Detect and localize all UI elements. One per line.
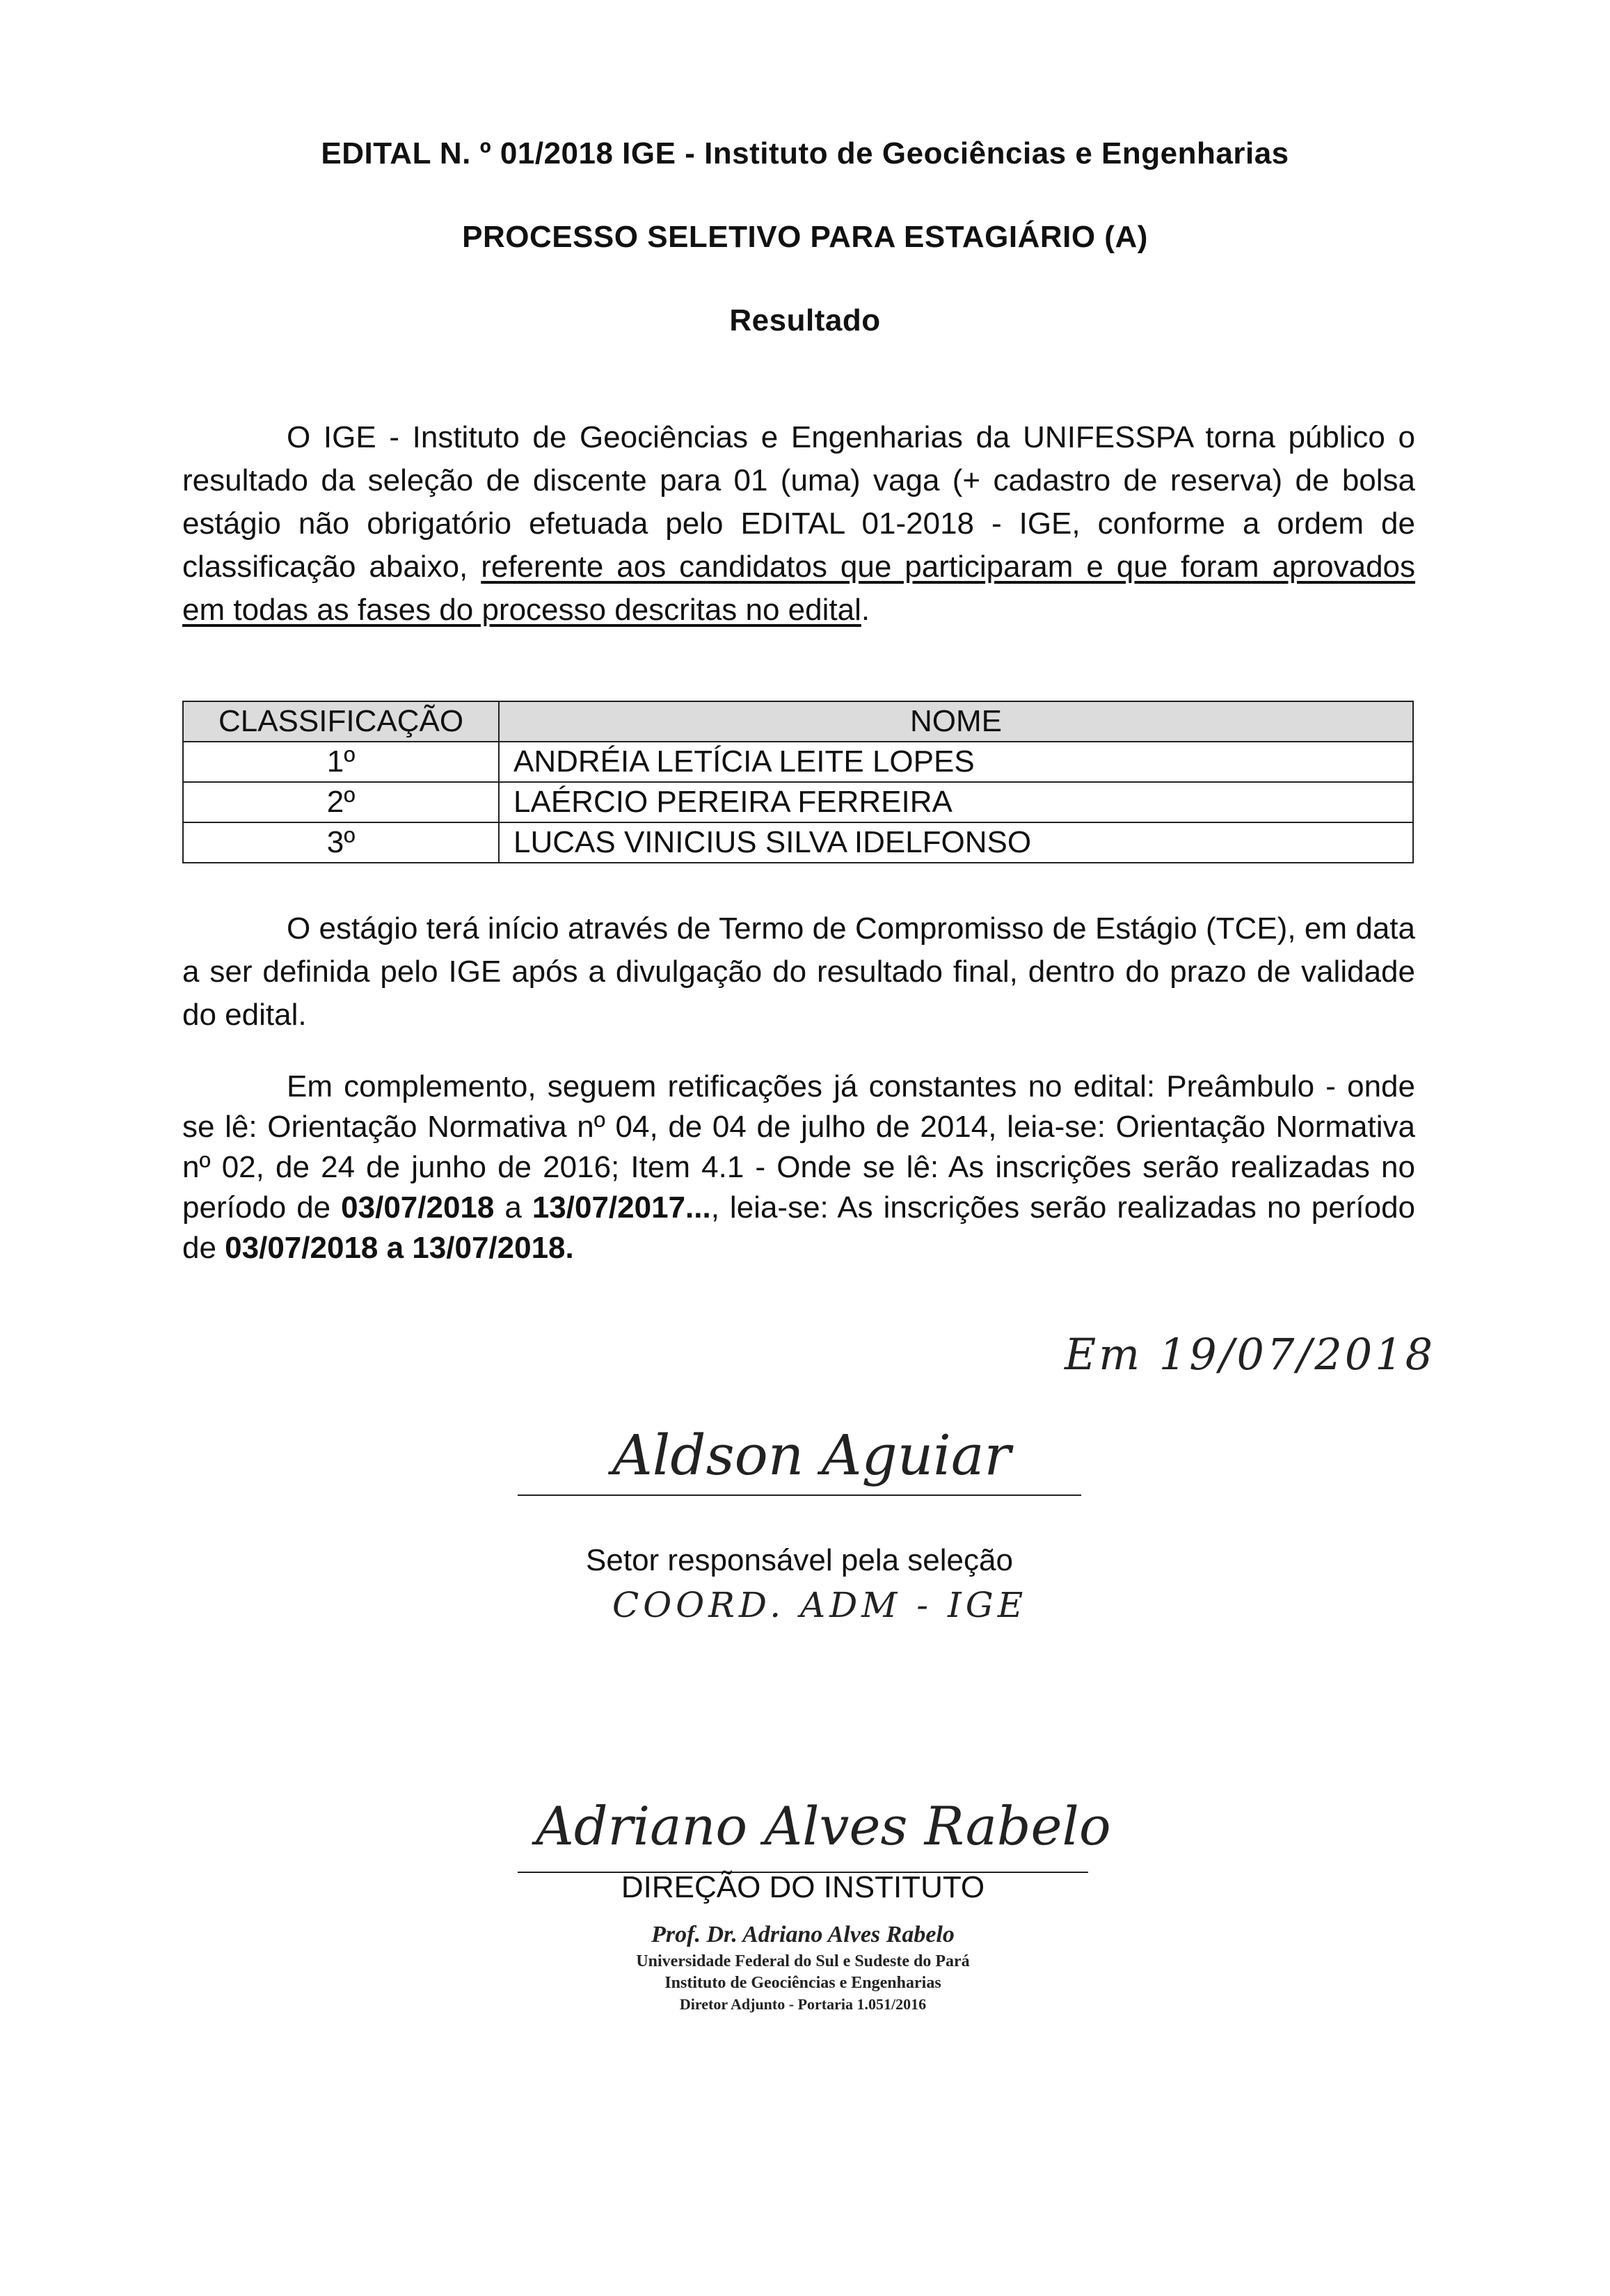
internship-paragraph	[182, 907, 1415, 1037]
row-position: 1º	[183, 742, 499, 782]
signature-1-line	[518, 1494, 1081, 1496]
table-row	[183, 822, 1413, 863]
complement-text-2: a	[494, 1190, 532, 1225]
row-name: LAÉRCIO PEREIRA FERREIRA	[499, 782, 1413, 822]
signature-1-note: COORD. ADM - IGE	[612, 1585, 1028, 1625]
result-title: Resultado	[729, 303, 881, 337]
intro-underlined-text: referente aos candidatos que participaram e que foram aprovados em todas as fases do processo descritas no edital	[182, 550, 1416, 627]
row-position: 2º	[183, 782, 499, 822]
stamp-institute: Instituto de Geociências e Engenharias	[664, 1974, 941, 1992]
complement-date-2: 13/07/2017...	[532, 1190, 711, 1225]
complement-date-3: 03/07/2018 a 13/07/2018.	[225, 1231, 574, 1265]
complement-date-1: 03/07/2018	[341, 1190, 495, 1225]
stamp-portaria: Diretor Adjunto - Portaria 1.051/2016	[679, 1995, 927, 2013]
stamp-university: Universidade Federal do Sul e Sudeste do Pará	[636, 1952, 970, 1970]
internship-text: O estágio terá início através de Termo de Compromisso de Estágio (TCE), em data a ser definida pelo IGE após a divulgação do resultado final, dentro do prazo de validade do edital.	[182, 911, 1415, 1032]
intro-paragraph	[182, 416, 1415, 632]
row-position: 3º	[183, 822, 499, 863]
handwritten-date: Em 19/07/2018	[1065, 1329, 1436, 1380]
header-name: NOME	[499, 701, 1413, 742]
stamp-name: Prof. Dr. Adriano Alves Rabelo	[651, 1922, 955, 1947]
intro-period: .	[861, 593, 870, 627]
edital-title: EDITAL N. º 01/2018 IGE - Instituto de Geociências e Engenharias	[321, 136, 1289, 170]
director-stamp	[518, 1922, 1088, 2014]
row-name: ANDRÉIA LETÍCIA LEITE LOPES	[499, 742, 1413, 782]
signature-2-handwriting: Adriano Alves Rabelo	[536, 1795, 1111, 1857]
header-classification: CLASSIFICAÇÃO	[183, 701, 499, 742]
table-row	[183, 782, 1413, 822]
row-name: LUCAS VINICIUS SILVA IDELFONSO	[499, 822, 1413, 863]
process-title: PROCESSO SELETIVO PARA ESTAGIÁRIO (A)	[462, 220, 1148, 254]
table-row	[183, 742, 1413, 782]
table-header-row	[183, 701, 1413, 742]
complement-paragraph	[182, 1067, 1415, 1268]
signature-1-caption: Setor responsável pela seleção	[586, 1543, 1013, 1577]
classification-table	[182, 701, 1414, 863]
intro-text: O IGE - Instituto de Geociências e Engenharias da UNIFESSPA torna público o resultado da seleção de discente para 01 (uma) vaga (+ cadastro de reserva) de bolsa estágio não obrigatório efetuada pelo EDITAL 01-2018 - IGE, conforme a ordem de classificação abaixo,	[182, 420, 1415, 584]
complement-text-1: Em complemento, seguem retificações já constantes no edital: Preâmbulo - onde se lê: Orientação Normativa nº 04, de 04 de julho de 2014, leia-se: Orientação Normativa nº 02, de 24 de junho de 2016; Item 4.1 - Onde se lê: As inscrições serão realizadas no período de	[182, 1069, 1415, 1225]
complement-text-3: , leia-se: As inscrições serão realizadas no período de	[182, 1190, 1416, 1265]
signature-2-caption: DIREÇÃO DO INSTITUTO	[621, 1870, 985, 1904]
signature-1-handwriting: Aldson Aguiar	[612, 1423, 1011, 1488]
